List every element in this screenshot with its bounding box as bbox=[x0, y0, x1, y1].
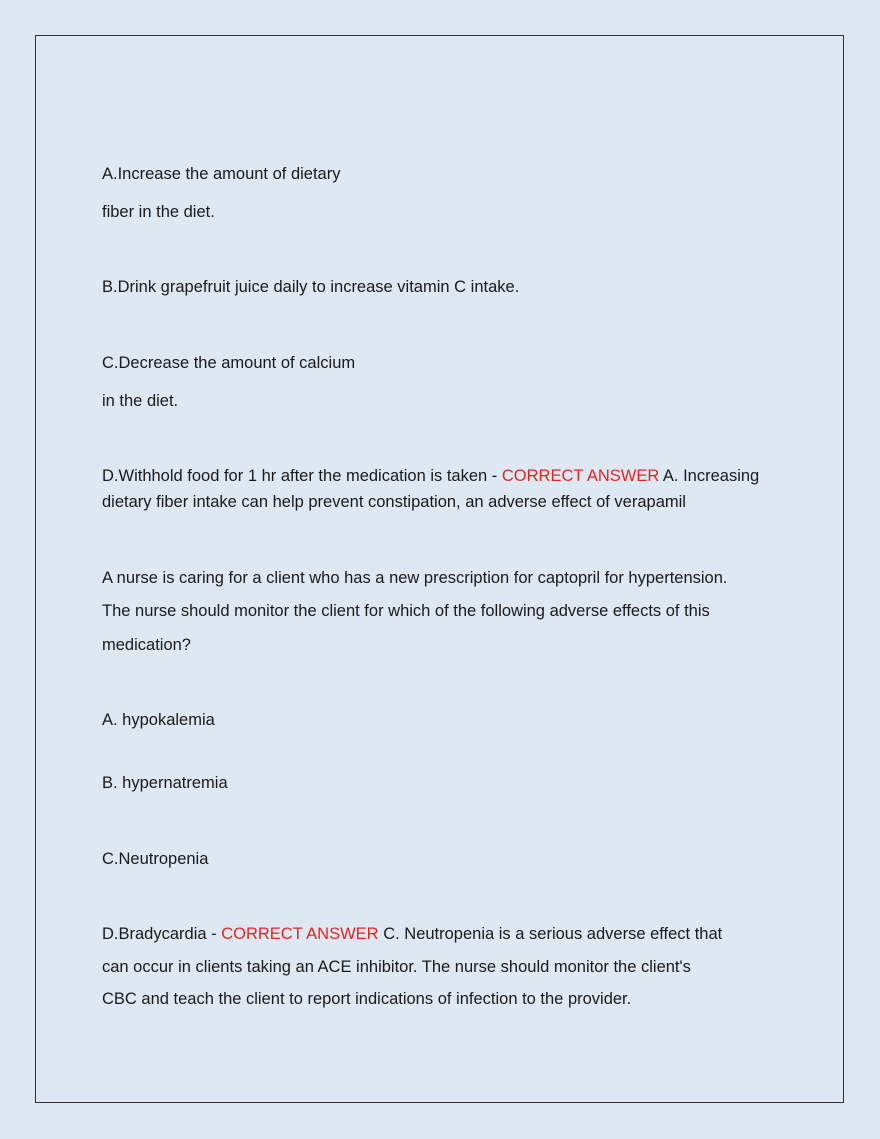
q2-answer-start: C. Neutropenia is a serious adverse effect that bbox=[378, 925, 723, 943]
q1-answer-line2: dietary fiber intake can help prevent constipation, an adverse effect of verapamil bbox=[102, 493, 686, 511]
q2-option-c: C.Neutropenia bbox=[102, 850, 209, 868]
q1-option-d: D.Withhold food for 1 hr after the medication is taken - bbox=[102, 467, 502, 485]
q2-option-a: A. hypokalemia bbox=[102, 711, 215, 729]
q1-option-b: B.Drink grapefruit juice daily to increase vitamin C intake. bbox=[102, 278, 520, 296]
q1-option-d-answer-line1 bbox=[102, 466, 759, 486]
q2-stem-line2: The nurse should monitor the client for which of the following adverse effects of this bbox=[102, 602, 710, 620]
q1-option-a-line1: A.Increase the amount of dietary bbox=[102, 165, 341, 183]
q2-answer-line2: can occur in clients taking an ACE inhibitor. The nurse should monitor the client's bbox=[102, 958, 691, 976]
q2-stem-line3: medication? bbox=[102, 636, 191, 654]
q1-option-a-line2: fiber in the diet. bbox=[102, 203, 215, 221]
q2-correct-answer-label: CORRECT ANSWER bbox=[221, 925, 379, 943]
q1-option-c-line2: in the diet. bbox=[102, 392, 179, 410]
q1-correct-answer-label: CORRECT ANSWER bbox=[501, 467, 660, 485]
q2-answer-line3: CBC and teach the client to report indications of infection to the provider. bbox=[102, 990, 632, 1008]
q2-option-d: D.Bradycardia - bbox=[102, 925, 222, 943]
q1-option-c-line1: C.Decrease the amount of calcium bbox=[102, 354, 356, 372]
q2-option-b: B. hypernatremia bbox=[102, 774, 228, 792]
q1-answer-start: A. Increasing bbox=[659, 467, 760, 485]
q2-stem-line1: A nurse is caring for a client who has a new prescription for captopril for hypertension. bbox=[102, 569, 728, 587]
q2-option-d-answer-line1 bbox=[102, 924, 722, 944]
